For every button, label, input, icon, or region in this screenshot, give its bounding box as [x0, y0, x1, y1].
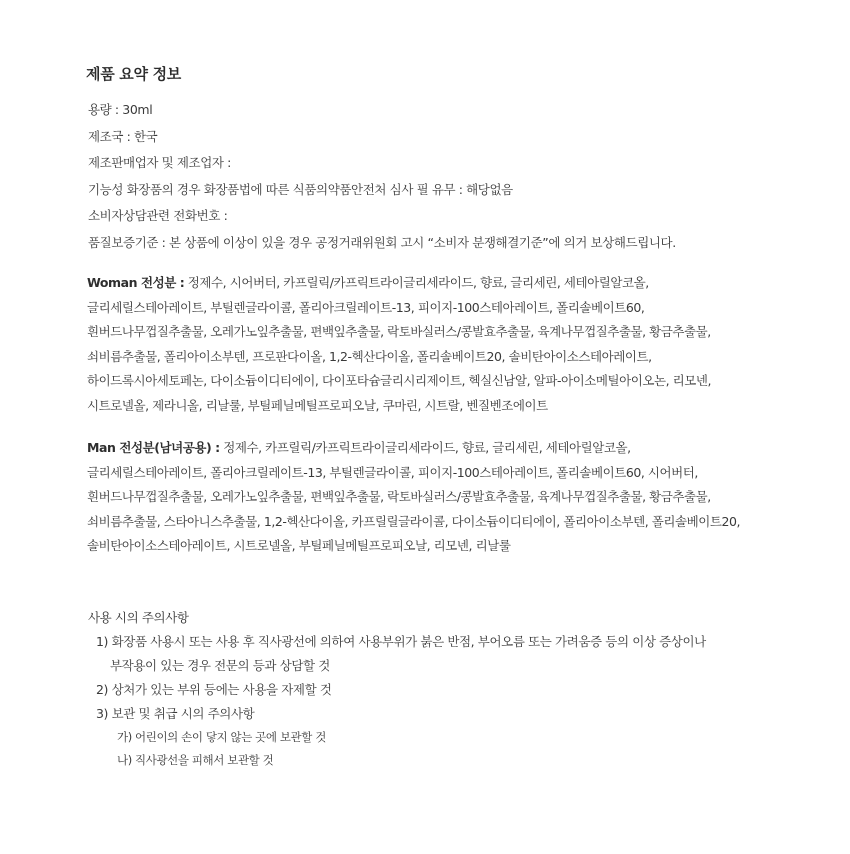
man-ingredients-label: Man 전성분(남녀공용) :: [87, 440, 220, 455]
caution-item-3: 3) 보관 및 취급 시의 주의사항: [96, 706, 255, 721]
man-ingredients-line: [87, 436, 827, 461]
man-ingredients-line: 흰버드나무껍질추출물, 오레가노잎추출물, 편백잎추출물, 락토바실러스/콩발효추출물, 육계나무껍질추출물, 황금추출물,: [87, 489, 711, 504]
woman-ingredients-line: 글리세릴스테아레이트, 부틸렌글라이콜, 폴리아크릴레이트-13, 피이지-100스테아레이트, 폴리솔베이트60,: [87, 299, 645, 315]
woman-ingredients-line: 시트로넬올, 제라니올, 리날룰, 부틸페닐메틸프로피오날, 쿠마린, 시트랄, 벤질벤조에이트: [87, 397, 548, 413]
summary-capacity: 용량 : 30ml: [88, 102, 153, 117]
man-ingredients-line: 글리세릴스테아레이트, 폴리아크릴레이트-13, 부틸렌글라이콜, 피이지-100스테아레이트, 폴리솔베이트60, 시어버터,: [87, 464, 698, 480]
caution-item-1: 1) 화장품 사용시 또는 사용 후 직사광선에 의하여 사용부위가 붉은 반점, 부어오름 또는 가려움증 등의 이상 증상이나: [96, 634, 706, 649]
summary-country: 제조국 : 한국: [88, 128, 158, 144]
man-ingredients: [87, 436, 827, 559]
woman-ingredients-label: Woman 전성분 :: [87, 275, 185, 290]
man-ingredients-line: 솔비탄아이소스테아레이트, 시트로넬올, 부틸페닐메틸프로피오날, 리모넨, 리날룰: [87, 538, 511, 553]
summary-manufacturer: 제조판매업자 및 제조업자 :: [88, 155, 231, 170]
summary-functional-review: 기능성 화장품의 경우 화장품법에 따른 식품의약품안전처 심사 필 유무 : 해당없음: [88, 181, 513, 197]
summary-list: [88, 97, 828, 256]
caution-item-1-continued: 부작용이 있는 경우 전문의 등과 상담할 것: [110, 658, 330, 673]
usage-cautions: [88, 605, 828, 772]
cautions-heading: 사용 시의 주의사항: [88, 610, 189, 625]
summary-quality-standard: 품질보증기준 : 본 상품에 이상이 있을 경우 공정거래위원회 고시 “소비자 분쟁해결기준”에 의거 보상해드립니다.: [88, 234, 676, 250]
caution-sub-item-b: 나) 직사광선을 피해서 보관할 것: [117, 753, 274, 767]
woman-ingredients: [87, 271, 827, 418]
summary-phone: 소비자상담관련 전화번호 :: [88, 208, 228, 223]
man-ingredients-text: 정제수, 카프릴릭/카프릭트라이글리세라이드, 향료, 글리세린, 세테아릴알코올,: [219, 440, 631, 455]
woman-ingredients-text: 정제수, 시어버터, 카프릴릭/카프릭트라이글리세라이드, 향료, 글리세린, 세테아릴알코올,: [184, 275, 649, 290]
woman-ingredients-line: 흰버드나무껍질추출물, 오레가노잎추출물, 편백잎추출물, 락토바실러스/콩발효추출물, 육계나무껍질추출물, 황금추출물,: [87, 324, 711, 339]
woman-ingredients-line: [87, 271, 827, 296]
caution-sub-item-a: 가) 어린이의 손이 닿지 않는 곳에 보관할 것: [117, 730, 326, 744]
woman-ingredients-line: 하이드록시아세토페논, 다이소듐이디티에이, 다이포타슘글리시리제이트, 헥실신남알, 알파-아이소메틸아이오논, 리모넨,: [87, 373, 712, 388]
woman-ingredients-line: 쇠비름추출물, 폴리아이소부텐, 프로판다이올, 1,2-헥산다이올, 폴리솔베이트20, 솔비탄아이소스테아레이트,: [87, 348, 652, 364]
caution-item-2: 2) 상처가 있는 부위 등에는 사용을 자제할 것: [96, 682, 332, 697]
man-ingredients-line: 쇠비름추출물, 스타아니스추출물, 1,2-헥산다이올, 카프릴릴글라이콜, 다이소듐이디티에이, 폴리아이소부텐, 폴리솔베이트20,: [87, 513, 741, 529]
page-title: 제품 요약 정보: [86, 65, 181, 83]
